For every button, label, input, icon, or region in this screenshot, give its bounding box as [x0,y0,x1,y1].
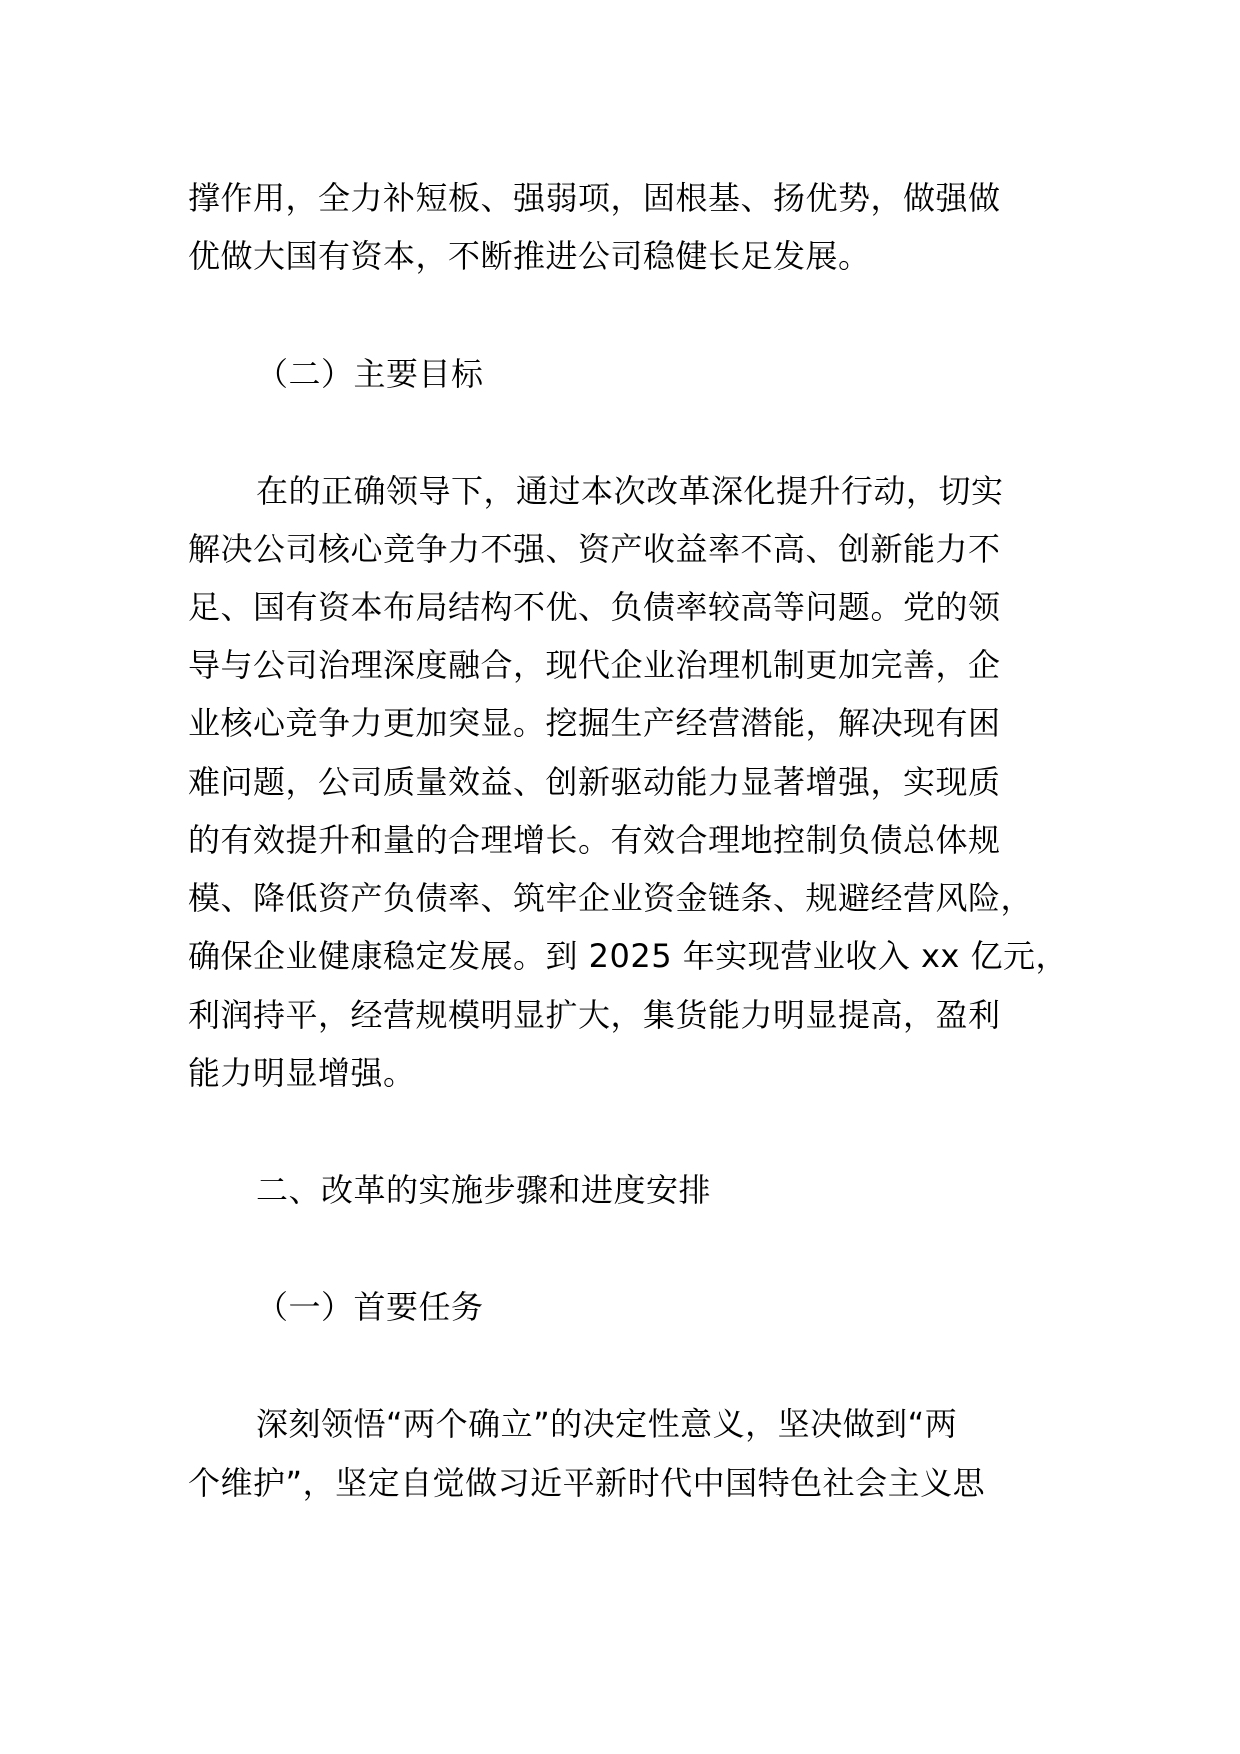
chapter-heading: 二、改革的实施步骤和进度安排 [256,1171,712,1209]
body-text-line: 难问题，公司质量效益、创新驱动能力显著增强，实现质 [188,763,1001,801]
body-text-line: 导与公司治理深度融合，现代企业治理机制更加完善，企 [188,646,1001,684]
body-text-line: 确保企业健康稳定发展。到 2025 年实现营业收入 xx 亿元， [188,937,1069,975]
body-text-line: 解决公司核心竞争力不强、资产收益率不高、创新能力不 [188,530,1001,568]
body-text-line: 模、降低资产负债率、筑牢企业资金链条、规避经营风险， [188,879,1034,917]
section-heading: （二）主要目标 [256,355,484,393]
section-heading: （一）首要任务 [256,1288,484,1326]
body-text-line: 能力明显增强。 [188,1054,416,1092]
body-text-line: 个维护”，坚定自觉做习近平新时代中国特色社会主义思 [188,1464,986,1502]
body-text-line: 利润持平，经营规模明显扩大，集货能力明显提高，盈利 [188,996,1001,1034]
body-text-line: 深刻领悟“两个确立”的决定性意义，坚决做到“两 [256,1405,958,1443]
body-text-line: 撑作用，全力补短板、强弱项，固根基、扬优势，做强做 [188,179,1001,217]
body-text-line: 在的正确领导下，通过本次改革深化提升行动，切实 [256,472,1004,510]
body-text-line: 的有效提升和量的合理增长。有效合理地控制负债总体规 [188,821,1001,859]
body-text-line: 业核心竞争力更加突显。挖掘生产经营潜能，解决现有困 [188,704,1001,742]
body-text-line: 足、国有资本布局结构不优、负债率较高等问题。党的领 [188,588,1001,626]
body-text-line: 优做大国有资本，不断推进公司稳健长足发展。 [188,237,871,275]
